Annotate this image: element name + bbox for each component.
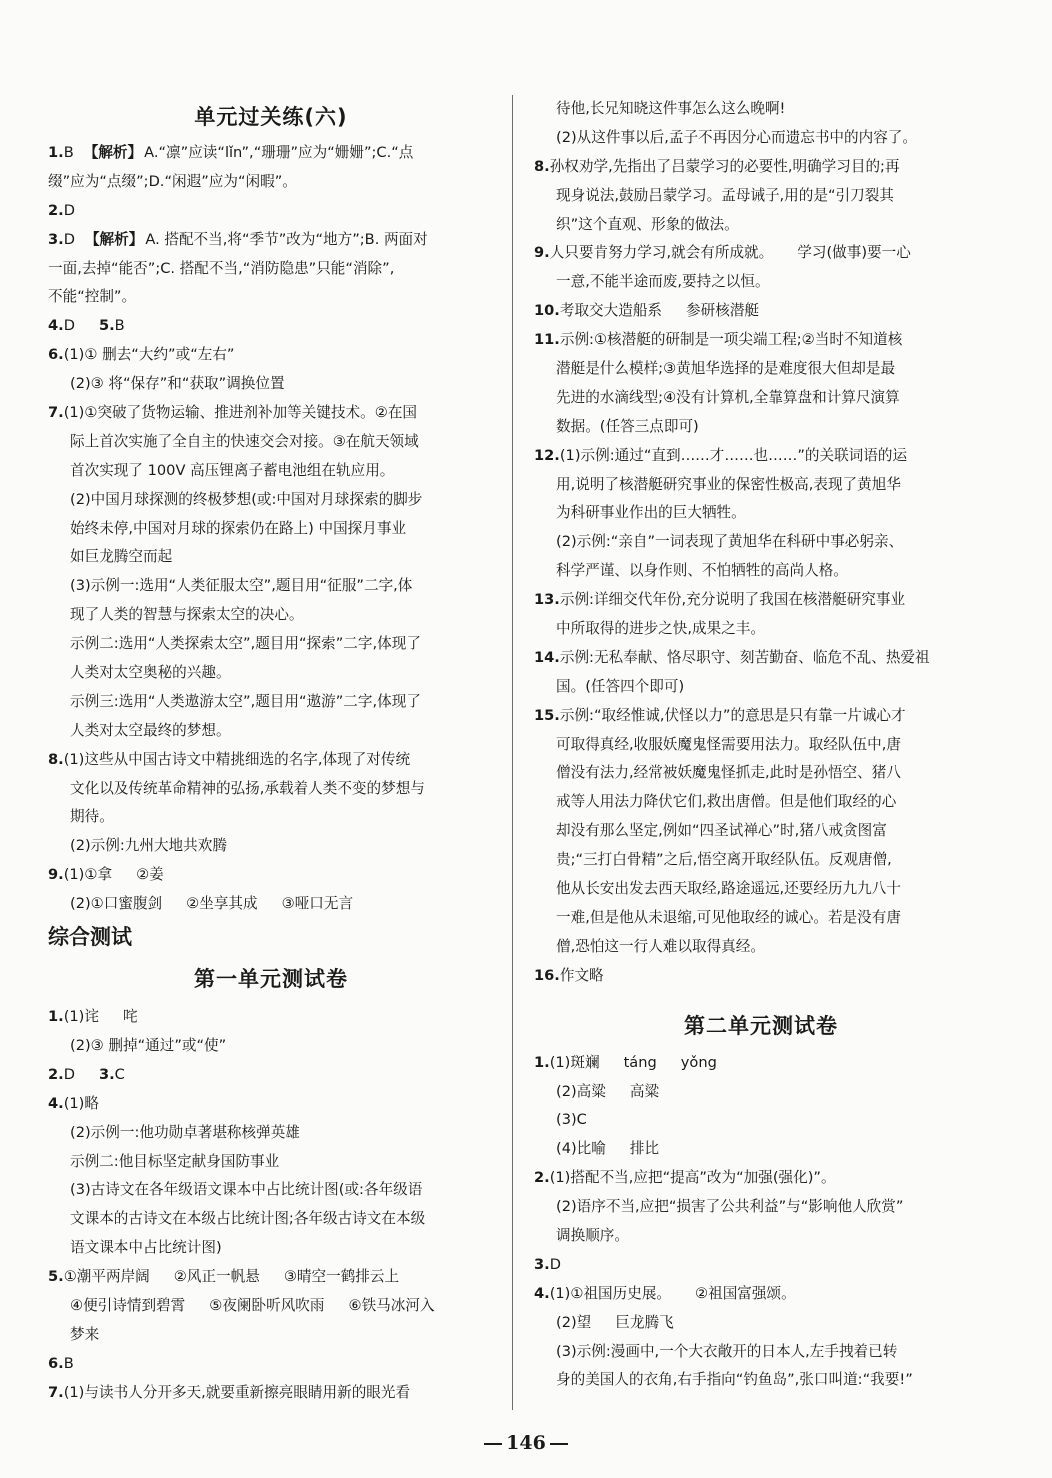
q-number: 2. xyxy=(534,1169,550,1187)
answer-text-line: 僧没有法力,经常被妖魔鬼怪抓走,此时是孙悟空、猪八 xyxy=(556,764,901,782)
answer-text: (1)①突破了货物运输、推进剂补加等关键技术。②在国 xyxy=(63,404,418,422)
answer-text-line: 中所取得的进步之快,成果之丰。 xyxy=(556,620,765,638)
answer-text-line: (2)从这件事以后,孟子不再因分心而遗忘书中的内容了。 xyxy=(556,128,917,146)
answer-text-line: 首次实现了 100V 高压锂离子蓄电池组在轨应用。 xyxy=(70,461,395,479)
answer-15 xyxy=(534,702,988,731)
page-number xyxy=(0,1432,1052,1454)
test-answer-1 xyxy=(48,1003,494,1032)
answer-text-line xyxy=(534,1078,988,1107)
answer-9 xyxy=(534,239,988,268)
dash-left xyxy=(484,1443,502,1445)
answer-text: (1)诧 xyxy=(63,1008,99,1026)
unit-test-title: 第一单元测试卷 xyxy=(194,967,348,992)
answer-text-line: 际上首次实施了全自主的快速交会对接。③在航天领域 xyxy=(70,432,419,450)
answer-part: ②坐享其成 xyxy=(186,895,258,913)
answer-12 xyxy=(534,442,988,471)
test-answer-4 xyxy=(534,1280,988,1309)
q-number: 7. xyxy=(48,404,64,422)
answer-text-line: 如巨龙腾空而起 xyxy=(70,548,173,566)
answer-text-line: 用,说明了核潜艇研究事业的保密性极高,表现了黄旭华 xyxy=(556,475,901,493)
test-answer-6 xyxy=(48,1350,494,1379)
answer-text: 学习(做事)要一心 xyxy=(797,244,911,262)
answer-text: 考取交大造船系 xyxy=(559,302,663,320)
answer-part: (1)①祖国历史展。 xyxy=(549,1284,672,1302)
answer-text-line: (3)示例一:选用“人类征服太空”,题目用“征服”二字,体 xyxy=(70,577,413,595)
answer-8 xyxy=(48,746,494,775)
answer-text-line: 身的美国人的衣角,右手指向“钓鱼岛”,张口叫道:“我要!” xyxy=(556,1371,913,1389)
answer-text-line: (3)古诗文在各年级语文课本中占比统计图(或:各年级语 xyxy=(70,1181,423,1199)
answer-text-line: (2)③ 删掉“通过”或“使” xyxy=(70,1036,227,1054)
answer-6 xyxy=(48,341,494,370)
answer-2 xyxy=(48,197,494,226)
answer-text-line xyxy=(48,1292,494,1321)
answer-text-line: 缀”应为“点缀”;D.“闲遐”应为“闲暇”。 xyxy=(48,172,297,190)
analysis-tag: 【解析】 xyxy=(84,230,144,248)
q-number: 5. xyxy=(98,317,115,335)
answer-text: ②姜 xyxy=(136,866,164,884)
answer-text-line: (3)C xyxy=(556,1111,587,1129)
answer-text-line: 潜艇是什么模样;③黄旭华选择的是难度很大但却是最 xyxy=(556,360,896,378)
answer-text-line: 语文课本中占比统计图) xyxy=(70,1239,222,1257)
column-divider xyxy=(512,95,513,1410)
answer-13 xyxy=(534,586,988,615)
answer-text-line: (2)示例一:他功勋卓著堪称核弹英雄 xyxy=(70,1123,300,1141)
q-number: 9. xyxy=(534,244,550,262)
test-answer-4 xyxy=(48,1090,494,1119)
answer-text-line: 科学严谨、以身作则、不怕牺牲的高尚人格。 xyxy=(556,562,848,580)
q-number: 1. xyxy=(534,1053,550,1071)
answer-part: ②祖国富强颂。 xyxy=(695,1284,796,1302)
answer-text-line: 期待。 xyxy=(70,808,114,826)
answer-part: ⑤夜阑卧听风吹雨 xyxy=(209,1296,325,1314)
answer-text-line xyxy=(48,890,494,919)
answer-7 xyxy=(48,399,494,428)
left-column xyxy=(48,95,494,1408)
q-number: 8. xyxy=(534,157,550,175)
answer-text-line: 待他,长兄知晓这件事怎么这么晚啊! xyxy=(556,100,786,117)
page-number-text: 146 xyxy=(506,1432,546,1454)
answer-choice: B xyxy=(63,144,74,161)
dash-right xyxy=(550,1443,568,1445)
q-number: 9. xyxy=(48,866,64,884)
answer-text: A. 搭配不当,将“季节”改为“地方”;B. 两面对 xyxy=(145,230,428,248)
answer-text-line: 示例二:他目标坚定献身国防事业 xyxy=(70,1152,280,1170)
answer-text-line xyxy=(534,1135,988,1164)
answer-part: ⑥铁马冰河入 xyxy=(348,1296,435,1314)
answer-text-line: 一意,不能半途而废,要持之以恒。 xyxy=(556,273,770,291)
answer-text-line: 国。(任答四个即可) xyxy=(556,677,685,695)
answer-text: 参研核潜艇 xyxy=(686,302,760,320)
q-number: 1. xyxy=(48,1008,64,1026)
test-answer-2 xyxy=(534,1164,988,1193)
answer-text-line: 贵;“三打白骨精”之后,悟空离开取经队伍。反观唐僧, xyxy=(556,851,892,869)
q-number: 11. xyxy=(534,331,560,349)
unit-test-title: 第二单元测试卷 xyxy=(684,1013,838,1038)
answer-text: D xyxy=(63,201,75,219)
answer-text: (1)搭配不当,应把“提高”改为“加强(强化)”。 xyxy=(549,1169,836,1187)
answer-text: D xyxy=(63,1065,75,1083)
answer-10 xyxy=(534,297,988,326)
answer-text-line: 却没有那么坚定,例如“四圣试禅心”时,猪八戒贪图富 xyxy=(556,822,887,840)
answer-text: (1)①拿 xyxy=(63,866,113,884)
answer-text: 示例:详细交代年份,充分说明了我国在核潜艇研究事业 xyxy=(559,591,906,609)
answer-text-line: 一难,但是他从未退缩,可见他取经的诚心。若是没有唐 xyxy=(556,908,901,926)
answer-14 xyxy=(534,644,988,673)
answer-text-line: (2)中国月球探测的终极梦想(或:中国对月球探索的脚步 xyxy=(70,490,423,508)
q-number: 6. xyxy=(48,1354,64,1372)
answer-text-line: 戒等人用法力降伏它们,救出唐僧。但是他们取经的心 xyxy=(556,793,897,811)
q-number: 3. xyxy=(98,1065,115,1083)
answer-part: táng xyxy=(623,1053,657,1071)
answer-text-line: 数据。(任答三点即可) xyxy=(556,417,699,435)
answer-part: ①潮平两岸阔 xyxy=(63,1268,150,1286)
answer-11 xyxy=(534,326,988,355)
right-column xyxy=(534,95,988,1395)
q-number: 12. xyxy=(534,446,560,464)
answer-text-line: 文课本的古诗文在本级占比统计图;各年级古诗文在本级 xyxy=(70,1210,426,1228)
answer-text-line: (2)示例:“亲自”一词表现了黄旭华在科研中事必躬亲、 xyxy=(556,533,904,551)
answer-part: ②风正一帆悬 xyxy=(173,1268,260,1286)
q-number: 16. xyxy=(534,966,560,984)
answer-text-line: (2)示例:九州大地共欢腾 xyxy=(70,837,227,855)
answer-part: ④便引诗情到碧霄 xyxy=(70,1296,186,1314)
answer-text-line: 文化以及传统革命精神的弘扬,承载着人类不变的梦想与 xyxy=(70,779,425,797)
answer-text-line: (2)③ 将“保存”和“获取”调换位置 xyxy=(70,375,285,393)
test-answer-7 xyxy=(48,1379,494,1408)
answer-text: 示例:①核潜艇的研制是一项尖端工程;②当时不知道核 xyxy=(559,331,903,349)
answer-text-line: 可取得真经,收服妖魔鬼怪需要用法力。取经队伍中,唐 xyxy=(556,735,901,753)
answer-text: 咤 xyxy=(122,1008,138,1026)
answer-text: 人只要肯努力学习,就会有所成就。 xyxy=(549,244,774,262)
answer-part: (4)比喻 xyxy=(556,1140,606,1158)
answer-text: D xyxy=(63,317,75,335)
answer-text: D xyxy=(549,1255,561,1273)
unit-review-title: 单元过关练(六) xyxy=(194,105,348,129)
answer-text-line: (2)语序不当,应把“损害了公共利益”与“影响他人欣赏” xyxy=(556,1198,904,1216)
test-answer-1 xyxy=(534,1049,988,1078)
answer-text-line: 一面,去掉“能否”;C. 搭配不当,“消防隐患”只能“消除”, xyxy=(48,259,395,277)
q-number: 10. xyxy=(534,302,560,320)
answer-part: ③晴空一鹤排云上 xyxy=(283,1268,400,1286)
answer-part: yǒng xyxy=(680,1053,717,1071)
answer-text: B xyxy=(114,317,125,335)
test-answer-2-3 xyxy=(48,1061,494,1090)
answer-text-line: 织”这个直观、形象的做法。 xyxy=(556,215,739,233)
answer-3 xyxy=(48,226,494,255)
answer-choice: D xyxy=(63,230,75,248)
answer-1 xyxy=(48,139,494,168)
answer-text-line: 调换顺序。 xyxy=(556,1226,629,1244)
answer-text: 作文略 xyxy=(559,966,604,984)
answer-8 xyxy=(534,153,988,182)
answer-text: (1)这些从中国古诗文中精挑细选的名字,体现了对传统 xyxy=(63,750,411,768)
test-answer-3 xyxy=(534,1251,988,1280)
q-number: 13. xyxy=(534,591,560,609)
q-number: 5. xyxy=(48,1268,64,1286)
answer-text-line: 先进的水滴线型;④没有计算机,全靠算盘和计算尺演算 xyxy=(556,388,900,406)
answer-text-line: 梦来 xyxy=(70,1325,100,1343)
q-number: 4. xyxy=(48,317,64,335)
answer-text: 孙权劝学,先指出了吕蒙学习的必要性,明确学习目的;再 xyxy=(549,157,900,175)
answer-text: (1)略 xyxy=(63,1094,99,1112)
answer-part: 排比 xyxy=(629,1140,660,1158)
answer-text-line: 为科研事业作出的巨大牺牲。 xyxy=(556,504,746,522)
q-number: 2. xyxy=(48,1065,64,1083)
answer-text-line xyxy=(534,1309,988,1338)
answer-part: 高粱 xyxy=(629,1082,660,1100)
answer-part: (2)高粱 xyxy=(556,1082,606,1100)
q-number: 4. xyxy=(534,1284,550,1302)
answer-9 xyxy=(48,861,494,890)
answer-text-line: 他从长安出发去西天取经,路途遥远,还要经历九九八十 xyxy=(556,880,901,898)
answer-16 xyxy=(534,962,988,991)
answer-text-line: 示例三:选用“人类遨游太空”,题目用“遨游”二字,体现了 xyxy=(70,692,421,710)
q-number: 3. xyxy=(48,230,64,248)
answer-text-line: 僧,恐怕这一行人难以取得真经。 xyxy=(556,937,765,955)
q-number: 2. xyxy=(48,201,64,219)
answer-text: 示例:无私奉献、恪尽职守、刻苦勤奋、临危不乱、热爱祖 xyxy=(559,648,930,666)
answer-text-line: 始终未停,中国对月球的探索仍在路上) 中国探月事业 xyxy=(70,519,407,537)
answer-part: 巨龙腾飞 xyxy=(615,1313,674,1331)
analysis-tag: 【解析】 xyxy=(83,144,143,161)
answer-text-line: 现身说法,鼓励吕蒙学习。孟母诫子,用的是“引刀裂其 xyxy=(556,186,894,204)
answer-text-line: 人类对太空最终的梦想。 xyxy=(70,721,231,739)
answer-text-line: 现了人类的智慧与探索太空的决心。 xyxy=(70,606,304,624)
answer-text-line: 示例二:选用“人类探索太空”,题目用“探索”二字,体现了 xyxy=(70,635,421,653)
q-number: 15. xyxy=(534,706,560,724)
answer-text: (1)与读书人分开多天,就要重新擦亮眼睛用新的眼光看 xyxy=(63,1383,411,1401)
answer-part: (2)望 xyxy=(556,1313,592,1331)
answer-text: C xyxy=(114,1065,125,1083)
q-number: 7. xyxy=(48,1383,64,1401)
answer-text: (1)① 删去“大约”或“左右” xyxy=(63,346,235,364)
answer-text: 示例:“取经惟诚,伏怪以力”的意思是只有靠一片诚心才 xyxy=(559,706,906,724)
answer-part: (2)①口蜜腹剑 xyxy=(70,895,163,913)
answer-4-5 xyxy=(48,312,494,341)
test-answer-5 xyxy=(48,1263,494,1292)
q-number: 8. xyxy=(48,750,64,768)
q-number: 6. xyxy=(48,346,64,364)
section-title: 综合测试 xyxy=(48,925,132,950)
answer-part: (1)斑斓 xyxy=(549,1053,600,1071)
answer-text-line: (3)示例:漫画中,一个大衣敞开的日本人,左手拽着已转 xyxy=(556,1342,898,1360)
answer-text: B xyxy=(63,1354,74,1372)
answer-text-line: 不能“控制”。 xyxy=(48,288,137,306)
answer-text-line: 人类对太空奥秘的兴趣。 xyxy=(70,664,231,682)
answer-text: (1)示例:通过“直到……才……也……”的关联词语的运 xyxy=(559,446,908,464)
answer-text: A.“凛”应读“lǐn”,“珊珊”应为“姗姗”;C.“点 xyxy=(144,144,414,161)
q-number: 14. xyxy=(534,648,560,666)
q-number: 4. xyxy=(48,1094,64,1112)
answer-part: ③哑口无言 xyxy=(281,895,354,913)
q-number: 3. xyxy=(534,1255,550,1273)
q-number: 1. xyxy=(48,144,64,161)
